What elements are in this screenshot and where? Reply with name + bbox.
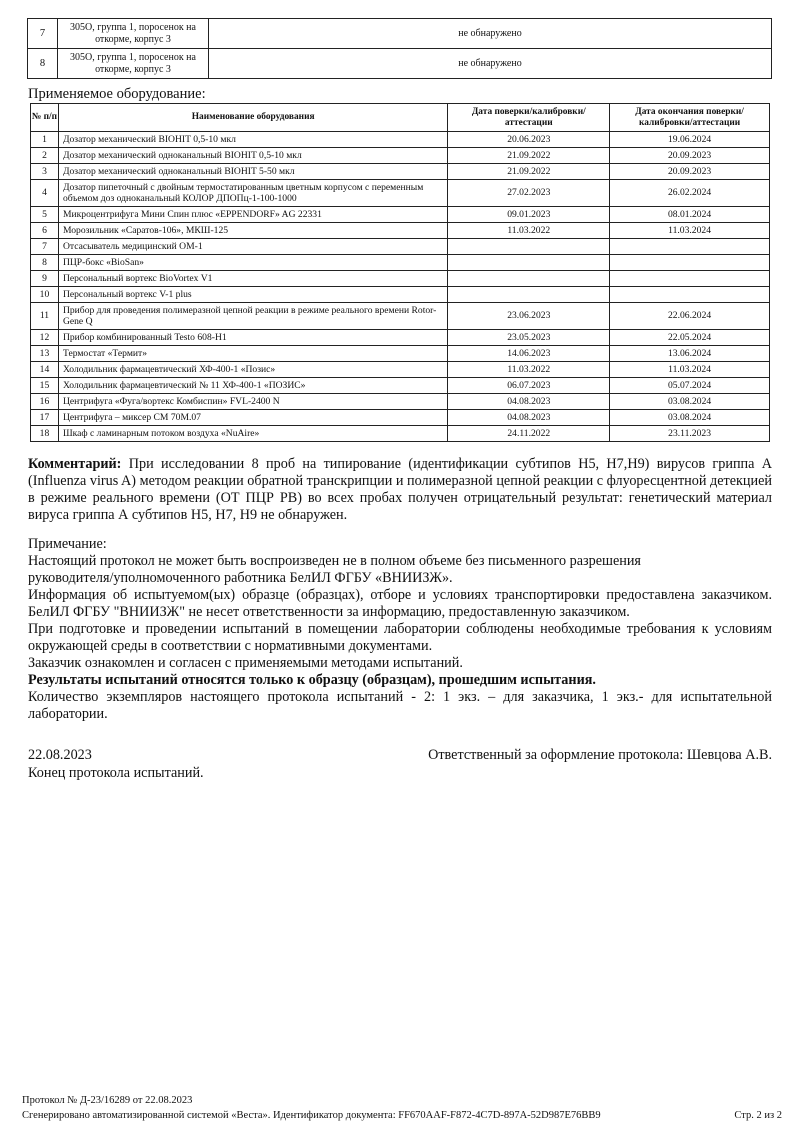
equipment-row [31,132,770,148]
equipment-date: 11.03.2022 [448,223,610,239]
equipment-row [31,239,770,255]
end-of-protocol: Конец протокола испытаний. [28,765,204,781]
equipment-date [448,239,610,255]
equipment-end-date: 08.01.2024 [610,207,770,223]
equipment-row [31,255,770,271]
equipment-num: 15 [31,378,59,394]
equipment-name: Микроцентрифуга Мини Спин плюс «EPPENDORF» AG 22331 [58,207,447,223]
equipment-name: Холодильник фармацевтический ХФ-400-1 «Позис» [58,362,447,378]
equipment-name: Персональный вортекс BioVortex V1 [58,271,447,287]
result-num: 8 [28,49,58,79]
equipment-num: 5 [31,207,59,223]
equipment-num: 4 [31,180,59,207]
equipment-num: 12 [31,330,59,346]
equipment-end-date: 20.09.2023 [610,148,770,164]
comment-block [28,456,772,524]
equipment-row [31,346,770,362]
equipment-num: 17 [31,410,59,426]
responsible-person: Ответственный за оформление протокола: Шевцова А.В. [428,747,772,763]
equipment-date: 20.06.2023 [448,132,610,148]
equipment-date: 11.03.2022 [448,362,610,378]
equipment-row [31,378,770,394]
header-end-date: Дата окончания поверки/калибровки/аттестации [610,104,770,132]
equipment-date: 23.05.2023 [448,330,610,346]
equipment-name: Дозатор механический одноканальный BIOHIT 5-50 мкл [58,164,447,180]
equipment-name: Отсасыватель медицинский ОМ-1 [58,239,447,255]
notes-heading: Примечание: [28,536,107,552]
footer-page-number: Стр. 2 из 2 [734,1110,782,1121]
equipment-end-date: 03.08.2024 [610,394,770,410]
equipment-date: 21.09.2022 [448,148,610,164]
equipment-end-date: 23.11.2023 [610,426,770,442]
equipment-row [31,410,770,426]
equipment-date: 04.08.2023 [448,394,610,410]
equipment-num: 3 [31,164,59,180]
equipment-end-date [610,271,770,287]
equipment-end-date [610,255,770,271]
equipment-num: 18 [31,426,59,442]
equipment-row [31,287,770,303]
equipment-row [31,223,770,239]
equipment-table [30,103,770,442]
note-results-scope: Результаты испытаний относятся только к образцу (образцам), прошедшим испытания. [28,672,596,688]
equipment-row [31,330,770,346]
page-footer [22,1093,782,1123]
equipment-date: 23.06.2023 [448,303,610,330]
equipment-num: 11 [31,303,59,330]
note-reproduction: Настоящий протокол не может быть воспроизведен не в полном объеме без письменного разрешения руководителя/уполномоченного работника БелИЛ ФГБУ «ВНИИЗЖ». [28,553,641,586]
equipment-row [31,271,770,287]
equipment-name: Морозильник «Саратов-106», МКШ-125 [58,223,447,239]
equipment-name: Дозатор механический BIOHIT 0,5-10 мкл [58,132,447,148]
footer-generated-by: Сгенерировано автоматизированной системой «Веста». Идентификатор документа: FF670AAF-F872-4C7D-897A-52D987E76BB9 [22,1110,601,1121]
equipment-num: 14 [31,362,59,378]
comment-label: Комментарий: [28,456,122,472]
note-customer-agreement: Заказчик ознакомлен и согласен с применяемыми методами испытаний. [28,655,463,671]
equipment-date [448,255,610,271]
result-num: 7 [28,19,58,49]
note-customer-info: Информация об испытуемом(ых) образце (образцах), отборе и условиях транспортировки предоставлена заказчиком. БелИЛ ФГБУ "ВНИИЗЖ" не несет ответственности за информацию, предоставленную заказчиком. [28,587,772,620]
result-sample: 305О, группа 1, поросенок на откорме, корпус 3 [58,49,209,79]
equipment-name: Прибор для проведения полимеразной цепной реакции в режиме реального времени Rotor-Gene Q [58,303,447,330]
equipment-num: 1 [31,132,59,148]
equipment-row [31,426,770,442]
equipment-row [31,180,770,207]
equipment-table-header [31,104,770,132]
equipment-date [448,287,610,303]
equipment-end-date: 22.05.2024 [610,330,770,346]
equipment-name: Прибор комбинированный Testo 608-H1 [58,330,447,346]
signature-date: 22.08.2023 [28,747,92,763]
equipment-row [31,207,770,223]
equipment-end-date [610,287,770,303]
equipment-end-date: 03.08.2024 [610,410,770,426]
equipment-row [31,303,770,330]
equipment-num: 7 [31,239,59,255]
equipment-num: 9 [31,271,59,287]
equipment-end-date [610,239,770,255]
equipment-num: 16 [31,394,59,410]
equipment-name: Термостат «Термит» [58,346,447,362]
results-row [28,19,772,49]
equipment-end-date: 20.09.2023 [610,164,770,180]
equipment-date [448,271,610,287]
equipment-name: Центрифуга «Фуга/вортекс Комбиспин» FVL-2400 N [58,394,447,410]
equipment-end-date: 22.06.2024 [610,303,770,330]
equipment-name: Персональный вортекс V-1 plus [58,287,447,303]
result-sample: 305О, группа 1, поросенок на откорме, корпус 3 [58,19,209,49]
equipment-num: 13 [31,346,59,362]
equipment-end-date: 05.07.2024 [610,378,770,394]
comment-text: При исследовании 8 проб на типирование (идентификации субтипов H5, H7,H9) вирусов гриппа А (Influenza virus A) методом реакции обратной транскрипции и полимеразной цепной реакции с флуоресцентной детекцией в режиме реального времени (ОТ ПЦР РВ) во всех пробах получен отрицательный результат: генетический материал вируса гриппа А субтипов H5, H7, H9 не обнаружен. [28,456,772,523]
equipment-date: 04.08.2023 [448,410,610,426]
equipment-num: 6 [31,223,59,239]
equipment-row [31,164,770,180]
result-value: не обнаружено [209,49,772,79]
equipment-num: 10 [31,287,59,303]
equipment-row [31,148,770,164]
equipment-end-date: 11.03.2024 [610,223,770,239]
equipment-date: 14.06.2023 [448,346,610,362]
equipment-num: 2 [31,148,59,164]
equipment-name: Шкаф с ламинарным потоком воздуха «NuAire» [58,426,447,442]
equipment-date: 27.02.2023 [448,180,610,207]
note-copies: Количество экземпляров настоящего протокола испытаний - 2: 1 экз. – для заказчика, 1 экз.- для испытательной лаборатории. [28,689,772,722]
equipment-name: ПЦР-бокс «BioSan» [58,255,447,271]
equipment-end-date: 13.06.2024 [610,346,770,362]
notes-block [28,536,772,723]
equipment-name: Холодильник фармацевтический № 11 ХФ-400-1 «ПОЗИС» [58,378,447,394]
result-value: не обнаружено [209,19,772,49]
equipment-row [31,362,770,378]
note-environment: При подготовке и проведении испытаний в помещении лаборатории соблюдены необходимые требования к условиям окружающей среды в соответствии с нормативными документами. [28,621,772,654]
equipment-row [31,394,770,410]
header-num: № п/п [31,104,59,132]
results-row [28,49,772,79]
results-table [27,18,772,79]
equipment-end-date: 19.06.2024 [610,132,770,148]
equipment-date: 09.01.2023 [448,207,610,223]
equipment-date: 06.07.2023 [448,378,610,394]
equipment-section-title: Применяемое оборудование: [28,86,206,102]
equipment-num: 8 [31,255,59,271]
header-name: Наименование оборудования [58,104,447,132]
equipment-end-date: 26.02.2024 [610,180,770,207]
equipment-name: Дозатор механический одноканальный BIOHIT 0,5-10 мкл [58,148,447,164]
equipment-name: Дозатор пипеточный с двойным термостатированным цветным корпусом с переменным объемом доз одноканальный КОЛОР ДПОПц-1-100-1000 [58,180,447,207]
footer-protocol-number: Протокол № Д-23/16289 от 22.08.2023 [22,1095,193,1106]
equipment-date: 21.09.2022 [448,164,610,180]
equipment-date: 24.11.2022 [448,426,610,442]
equipment-end-date: 11.03.2024 [610,362,770,378]
equipment-name: Центрифуга – миксер СМ 70М.07 [58,410,447,426]
header-date: Дата поверки/калибровки/аттестации [448,104,610,132]
